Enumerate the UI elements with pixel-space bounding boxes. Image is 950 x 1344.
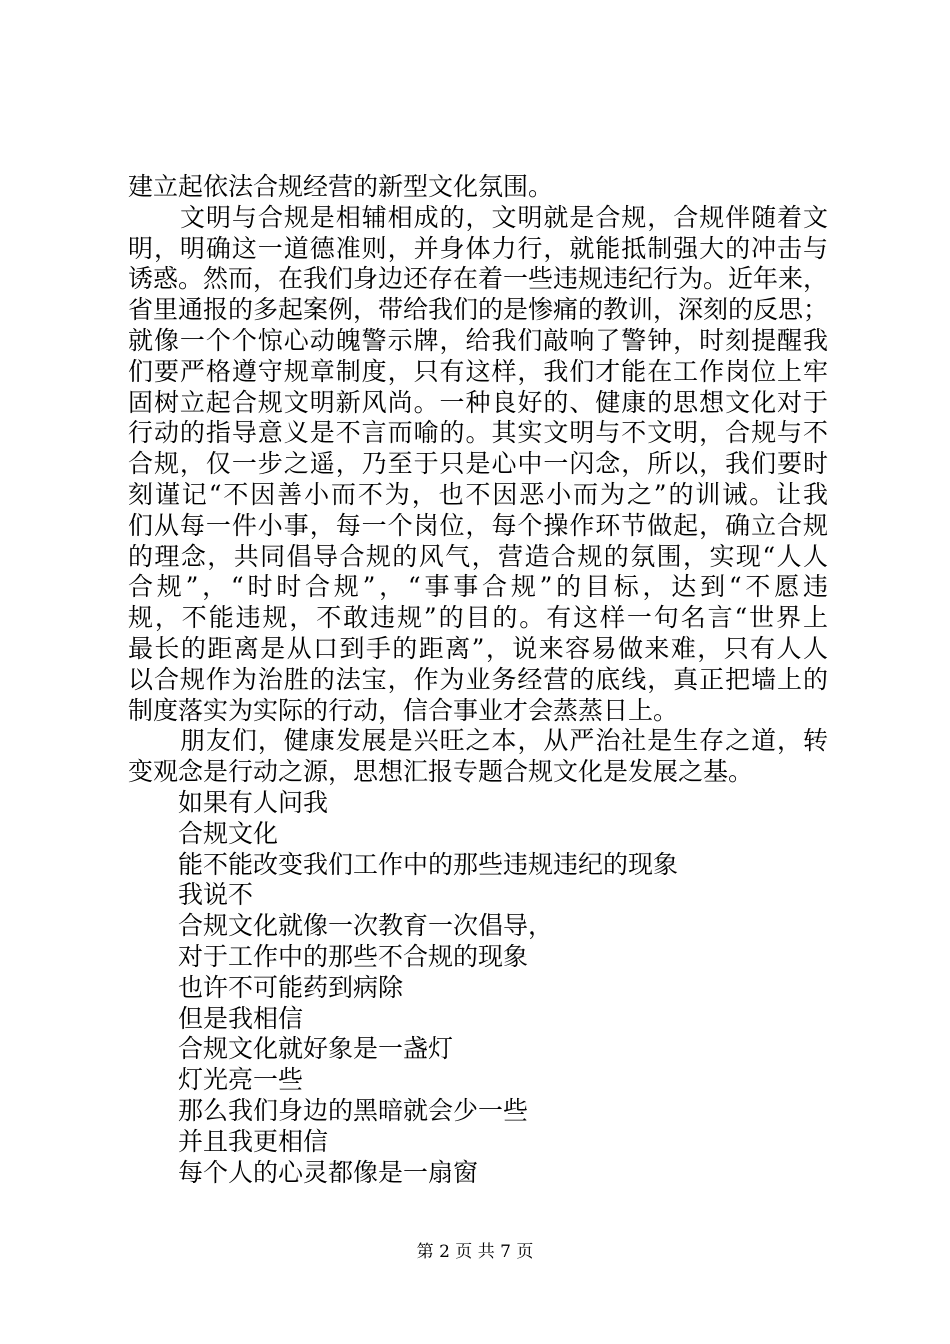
poem-line: 合规文化 — [178, 818, 279, 848]
paragraph-line: 固树立起合规文明新风尚。一种良好的、健康的思想文化对于 — [128, 387, 828, 417]
poem-line: 合规文化就像一次教育一次倡导， — [178, 911, 554, 941]
poem-line: 如果有人问我 — [178, 787, 329, 817]
paragraph-line: 最长的距离是从口到手的距离”，说来容易做来难，只有人人 — [128, 633, 828, 663]
paragraph-line: 制度落实为实际的行动，信合事业才会蒸蒸日上。 — [128, 695, 679, 725]
poem-line: 但是我相信 — [178, 1003, 304, 1033]
poem-line: 并且我更相信 — [178, 1126, 329, 1156]
poem-line: 对于工作中的那些不合规的现象 — [178, 941, 529, 971]
poem-line: 合规文化就好象是一盏灯 — [178, 1034, 454, 1064]
paragraph-line: 合规，仅一步之遥，乃至于只是心中一闪念，所以，我们要时 — [128, 449, 828, 479]
paragraph-line: 变观念是行动之源，思想汇报专题合规文化是发展之基。 — [128, 757, 754, 787]
paragraph-line: 就像一个个惊心动魄警示牌，给我们敲响了警钟，时刻提醒我 — [128, 325, 828, 355]
poem-line: 也许不可能药到病除 — [178, 972, 404, 1002]
paragraph-line: 行动的指导意义是不言而喻的。其实文明与不文明，合规与不 — [128, 418, 828, 448]
poem-line: 那么我们身边的黑暗就会少一些 — [178, 1095, 529, 1125]
paragraph-line: 刻谨记“不因善小而不为，也不因恶小而为之”的训诫。让我 — [128, 479, 828, 509]
document-body — [128, 172, 828, 1188]
poem-line: 灯光亮一些 — [178, 1065, 304, 1095]
poem-line: 我说不 — [178, 880, 254, 910]
paragraph-line: 诱惑。然而，在我们身边还存在着一些违规违纪行为。近年来， — [128, 264, 828, 294]
paragraph-line: 明，明确这一道德准则，并身体力行，就能抵制强大的冲击与 — [128, 233, 828, 263]
paragraph-line: 建立起依法合规经营的新型文化氛围。 — [128, 172, 554, 201]
paragraph-line: 规，不能违规，不敢违规”的目的。有这样一句名言“世界上 — [128, 603, 828, 633]
paragraph-line: 的理念，共同倡导合规的风气，营造合规的氛围，实现“人人 — [128, 541, 828, 571]
paragraph-line: 们要严格遵守规章制度，只有这样，我们才能在工作岗位上牢 — [128, 356, 828, 386]
paragraph-line: 文明与合规是相辅相成的，文明就是合规，合规伴随着文 — [180, 202, 828, 232]
poem-line: 能不能改变我们工作中的那些违规违纪的现象 — [178, 849, 679, 879]
page-footer: 第 2 页 共 7 页 — [416, 1242, 534, 1262]
paragraph-line: 省里通报的多起案例，带给我们的是惨痛的教训，深刻的反思； — [128, 295, 828, 325]
paragraph-line: 朋友们，健康发展是兴旺之本，从严治社是生存之道，转 — [180, 726, 828, 756]
paragraph-line: 以合规作为治胜的法宝，作为业务经营的底线，真正把墙上的 — [128, 664, 828, 694]
poem-line: 每个人的心灵都像是一扇窗 — [178, 1157, 479, 1187]
paragraph-line: 们从每一件小事，每一个岗位，每个操作环节做起，确立合规 — [128, 510, 828, 540]
paragraph-line: 合规”，“时时合规”，“事事合规”的目标，达到“不愿违 — [128, 572, 828, 602]
